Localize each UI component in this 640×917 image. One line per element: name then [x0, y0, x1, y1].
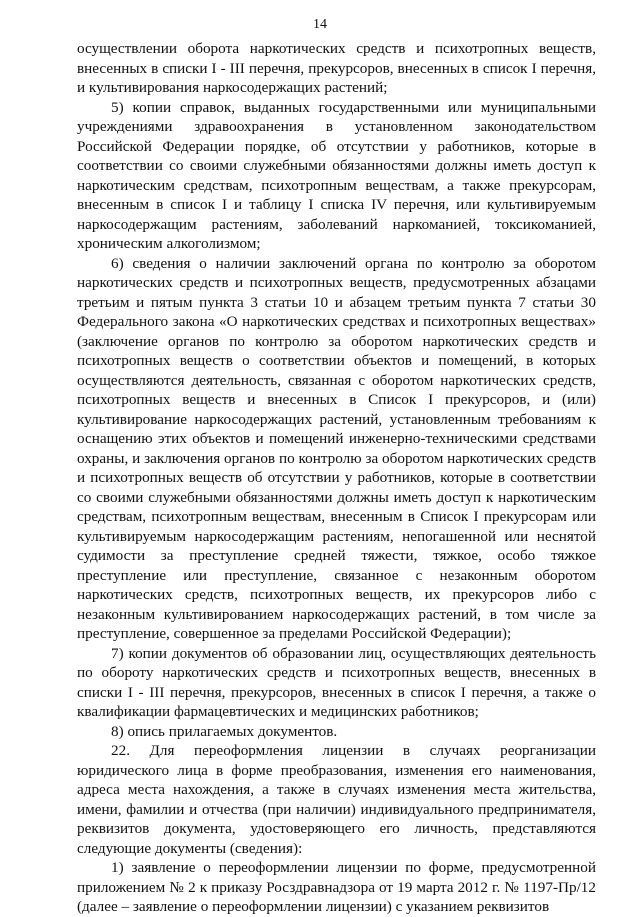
paragraph-item-8: 8) опись прилагаемых документов.	[111, 722, 338, 740]
paragraph-item-7: 7) копии документов об образовании лиц, осуществляющих деятельность по обороту наркотических средств и психотропных веществ, внесенных в списки I - III перечня, прекурсоров, внесенных в список I перечня, а также о квалификации фармацевтических и медицинских работников;	[77, 644, 596, 720]
page-number: 14	[313, 17, 327, 32]
paragraph-clause-22-item-1: 1) заявление о переоформлении лицензии по форме, предусмотренной приложением № 2 к приказу Росздравнадзора от 19 марта 2012 г. № 1197-Пр/12 (далее – заявление о переоформлении лицензии) с указанием реквизитов	[77, 859, 596, 915]
paragraph-item-6: 6) сведения о наличии заключений органа по контролю за оборотом наркотических средств и психотропных веществ, предусмотренных абзацами третьим и пятым пункта 3 статьи 10 и абзацем третьим пункта 7 статьи 30 Федерального закона «О наркотических средствах и психотропных веществах» (заключение органов по контролю за оборотом наркотических средств и психотропных веществ о соответствии объектов и помещений, в которых осуществляются деятельность, связанная с оборотом наркотических средств, психотропных веществ и внесенных в Список I прекурсоров, и (или) культивирование наркосодержащих растений, установленным требованиям к оснащению этих объектов и помещений инженерно-техническими средствами охраны, и заключения органов по контролю за оборотом наркотических средств и психотропных веществ об отсутствии у работников, которые в соответствии со своими служебными обязанностями должны иметь доступ к наркотическим средствам, психотропным веществам, внесенным в Список I прекурсорам или культивируемым наркосодержащим растениям, непогашенной или неснятой судимости за преступление средней тяжести, тяжкое, особо тяжкое преступление или преступление, связанное с незаконным оборотом наркотических средств, психотропных веществ, их прекурсоров либо с незаконным культивированием наркосодержащих растений, в том числе за преступление, совершенное за пределами Российской Федерации);	[77, 254, 596, 642]
paragraph-continuation: осуществлении оборота наркотических средств и психотропных веществ, внесенных в списки I - III перечня, прекурсоров, внесенных в список I перечня, и культивирования наркосодержащих растений;	[77, 40, 596, 96]
paragraph-clause-22: 22. Для переоформления лицензии в случаях реорганизации юридического лица в форме преобразования, изменения его наименования, адреса места нахождения, а также в случаях изменения места жительства, имени, фамилии и отчества (при наличии) индивидуального предпринимателя, реквизитов документа, удостоверяющего его личность, представляются следующие документы (сведения):	[77, 742, 596, 857]
paragraph-item-5: 5) копии справок, выданных государственными или муниципальными учреждениями здравоохранения в установленном законодательством Российской Федерации порядке, об отсутствии у работников, которые в соответствии со своими служебными обязанностями должны иметь доступ к наркотическим средствам, психотропным веществам, а также прекурсорам, внесенным в список I и таблицу I списка IV перечня, или культивируемым наркосодержащим растениям, заболеваний наркоманией, токсикоманией, хроническим алкоголизмом;	[77, 98, 596, 252]
document-body	[77, 39, 596, 917]
